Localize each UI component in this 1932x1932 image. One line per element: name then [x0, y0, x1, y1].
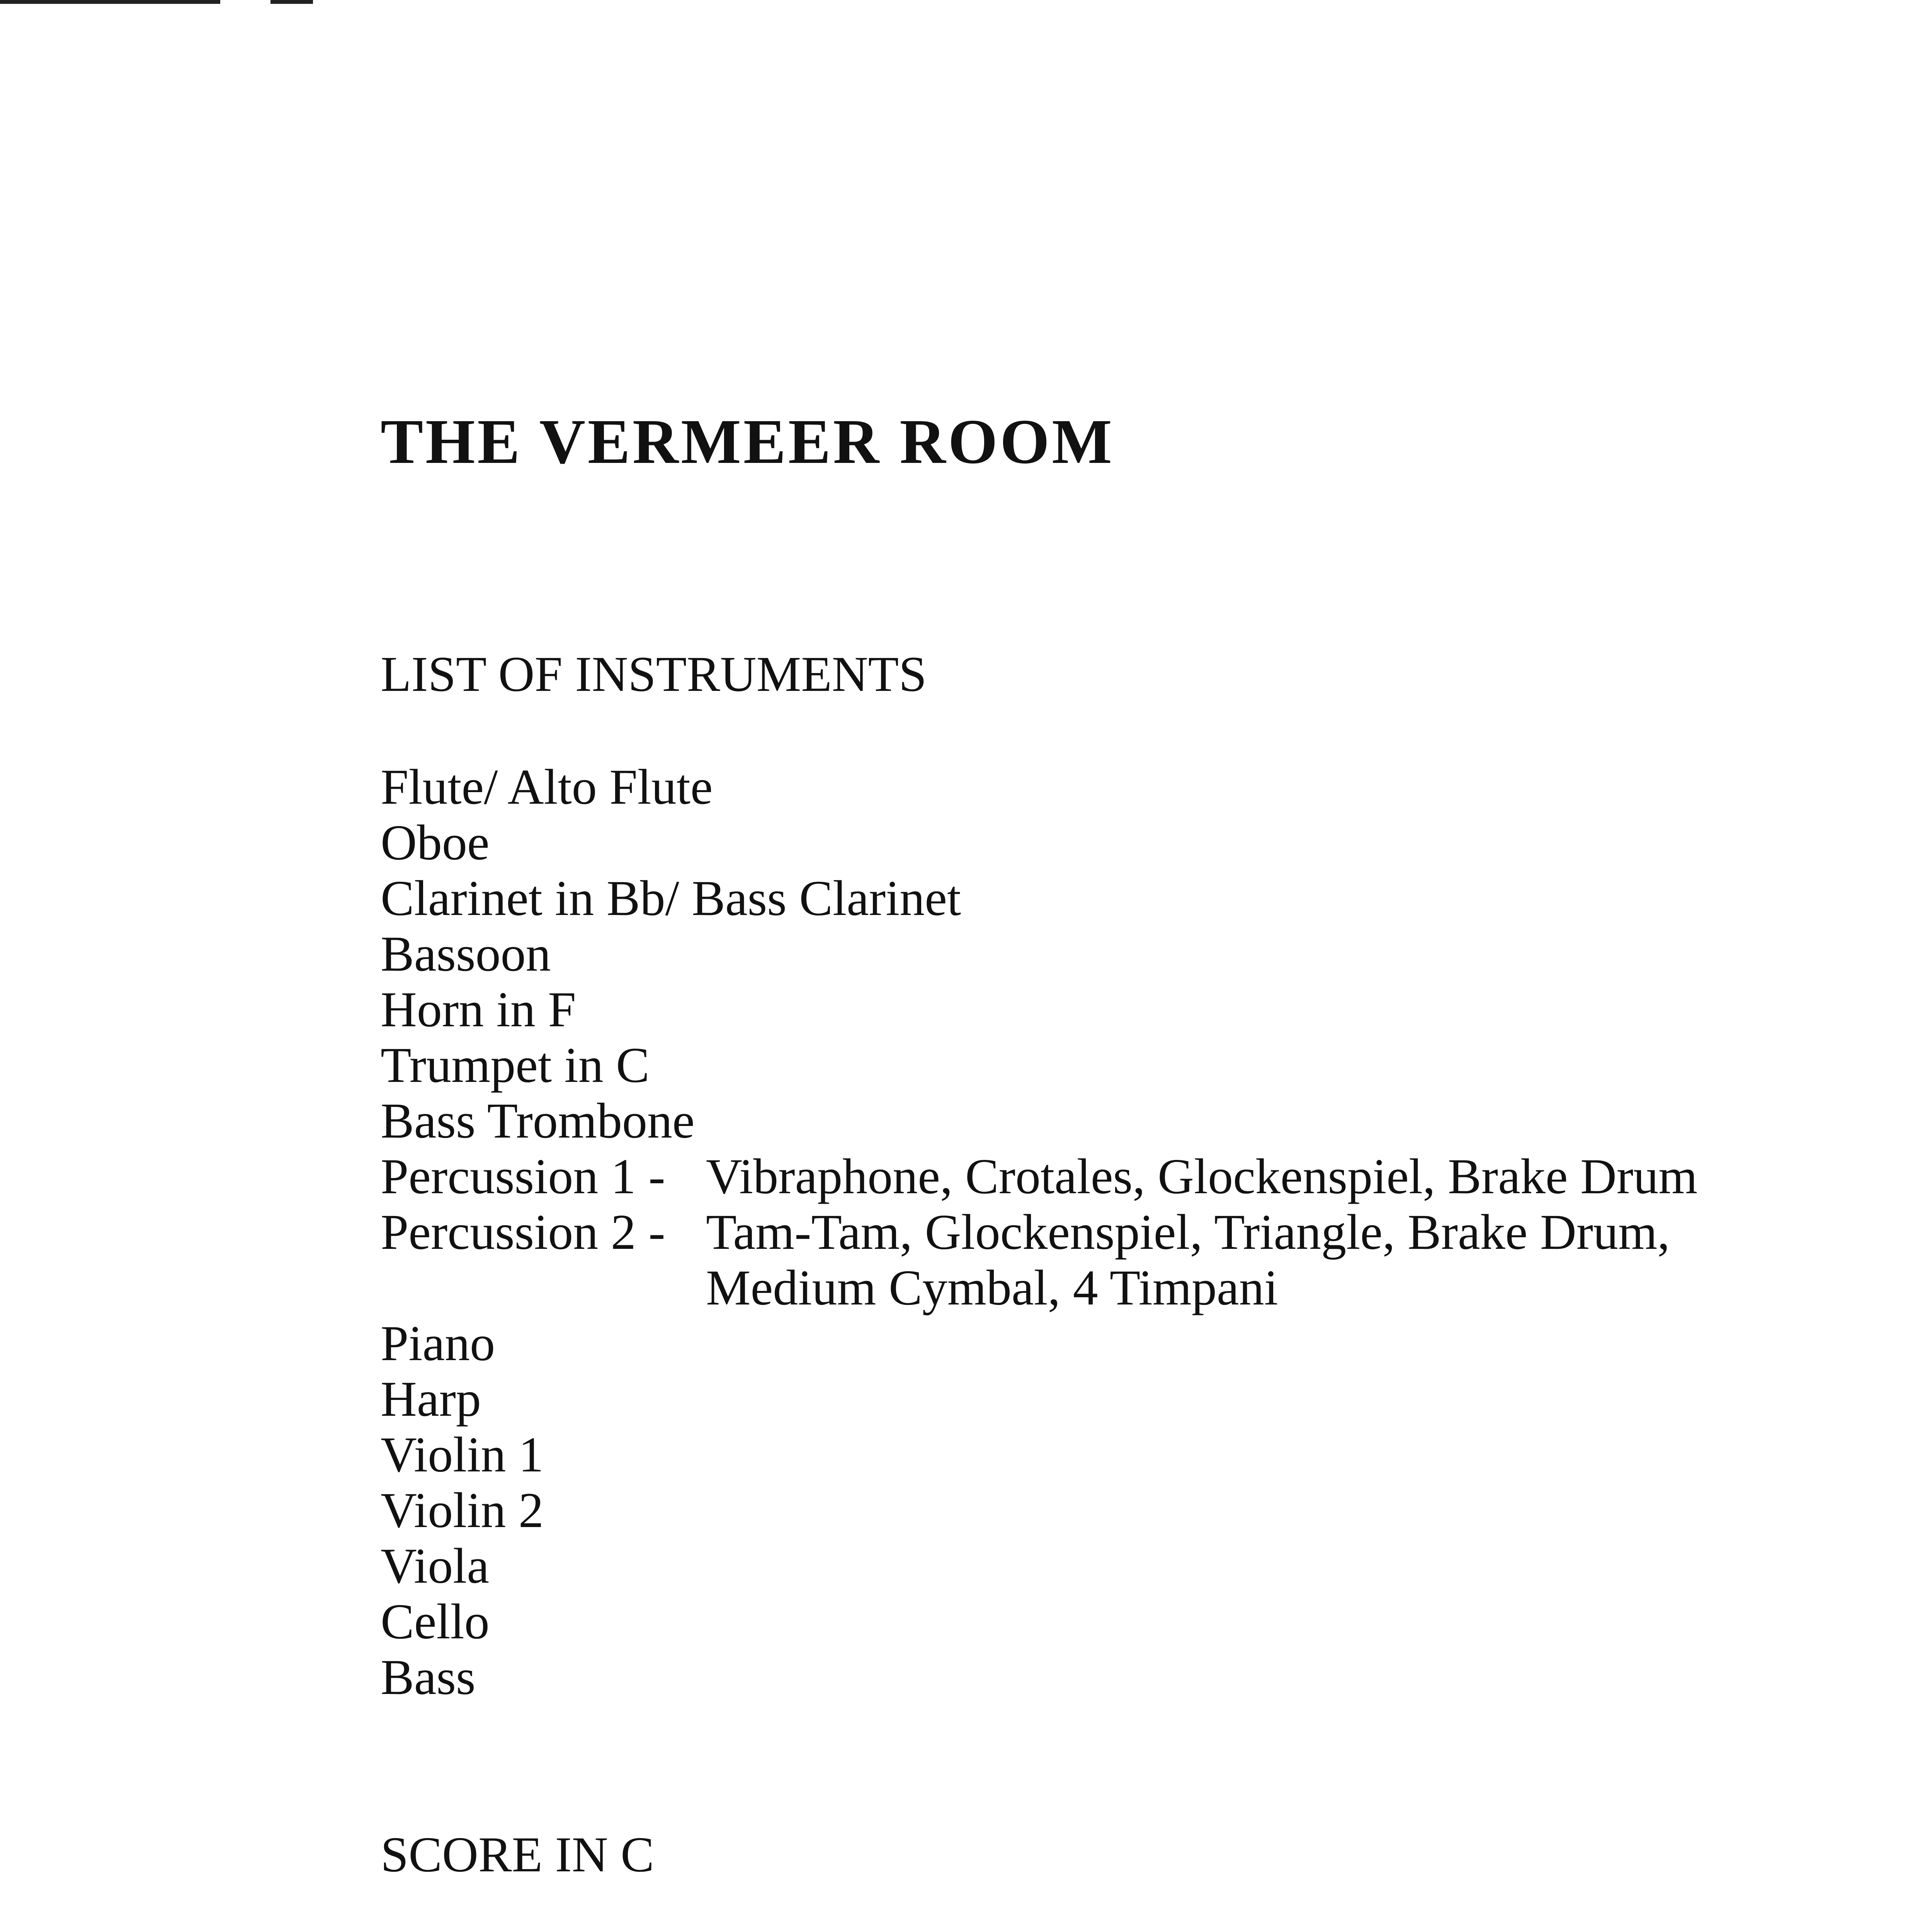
percussion-1-parts-line: Vibraphone, Crotales, Glockenspiel, Brake Drum [706, 1149, 1698, 1204]
percussion-1-name: Percussion 1 - [381, 1149, 665, 1204]
instrument-item: Flute/ Alto Flute [381, 759, 713, 815]
instrument-list [381, 759, 1697, 1705]
instrument-item: Cello [381, 1594, 490, 1650]
instrument-item: Viola [381, 1538, 490, 1594]
instrument-item: Bassoon [381, 926, 551, 982]
percussion-1-item [381, 1149, 1697, 1204]
instrument-item: Horn in F [381, 982, 576, 1037]
score-key-note: SCORE IN C [381, 1827, 654, 1883]
instrument-item: Bass Trombone [381, 1093, 695, 1149]
instrument-item: Harp [381, 1371, 481, 1427]
page-title: THE VERMEER ROOM [381, 406, 1114, 477]
list-heading: LIST OF INSTRUMENTS [381, 646, 927, 702]
percussion-2-name: Percussion 2 - [381, 1204, 665, 1260]
instrument-item: Bass [381, 1650, 476, 1705]
percussion-2-parts-line: Tam-Tam, Glockenspiel, Triangle, Brake Drum, [706, 1204, 1670, 1260]
instrument-item: Violin 2 [381, 1483, 544, 1538]
instrument-item: Piano [381, 1316, 495, 1371]
instrument-item: Trumpet in C [381, 1037, 650, 1093]
instrument-item: Violin 1 [381, 1427, 544, 1483]
percussion-2-parts-line: Medium Cymbal, 4 Timpani [706, 1260, 1278, 1316]
percussion-1-parts [706, 1149, 1697, 1204]
percussion-2-parts [706, 1204, 1670, 1316]
instrument-item: Clarinet in Bb/ Bass Clarinet [381, 871, 961, 926]
instrument-item: Oboe [381, 815, 490, 871]
top-edge-rule-short [270, 0, 313, 4]
top-edge-rule [0, 0, 220, 4]
percussion-2-item [381, 1204, 1697, 1316]
